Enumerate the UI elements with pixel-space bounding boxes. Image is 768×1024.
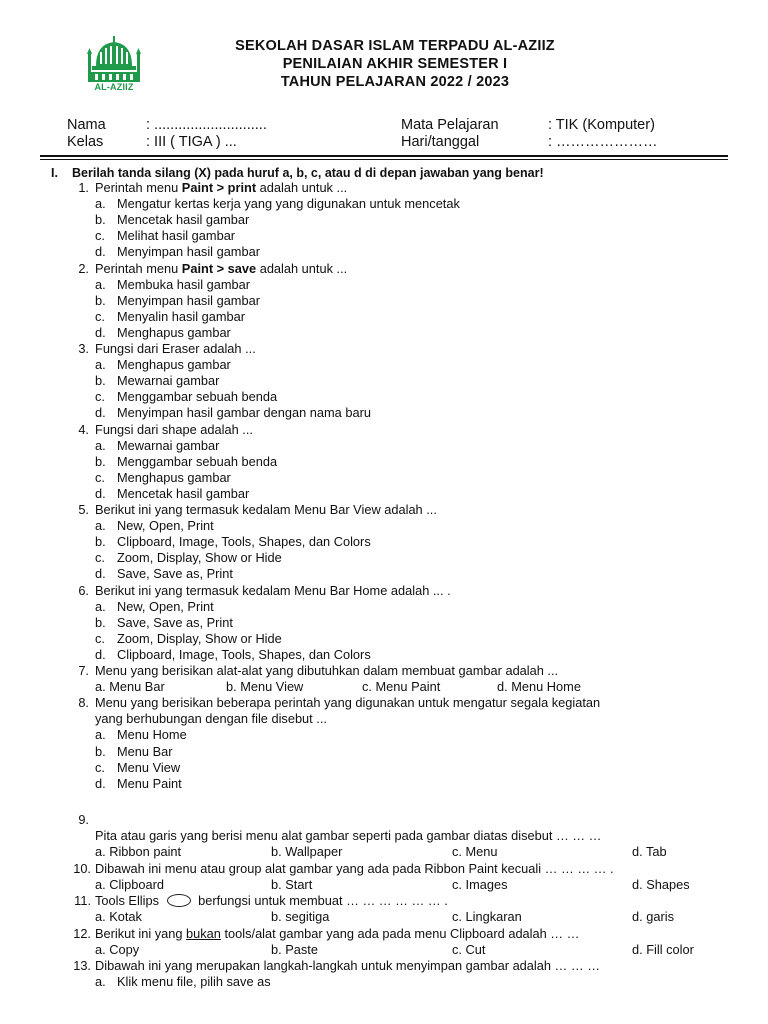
option-letter: c.: [95, 759, 105, 775]
question-text-continued: Pita atau garis yang berisi menu alat gambar seperti pada gambar diatas disebut … … …: [95, 827, 602, 843]
option-inline: a. Menu Bar: [95, 679, 165, 695]
question-text: Perintah menu Paint > print adalah untuk ...: [95, 180, 348, 195]
option-text: Menyalin hasil gambar: [117, 308, 246, 324]
option-text: New, Open, Print: [117, 598, 214, 614]
student-info: [0, 117, 768, 157]
option-text: Mewarnai gambar: [117, 373, 220, 389]
option-text: Clipboard, Image, Tools, Shapes, dan Colors: [117, 534, 371, 550]
option-inline: c. Menu: [452, 844, 498, 859]
header-divider-top: [40, 155, 728, 157]
question-number: 12.: [73, 925, 91, 941]
question-text: Berikut ini yang termasuk kedalam Menu Bar View adalah ...: [95, 502, 437, 517]
option-inline: a. Clipboard: [95, 877, 165, 893]
option-inline: c. Menu Paint: [362, 679, 441, 695]
option-inline: c. Lingkaran: [452, 909, 522, 925]
option-text: Save, Save as, Print: [117, 566, 233, 582]
logo-label: AL-AZIIZ: [94, 82, 134, 92]
menu-command: Paint > print: [181, 180, 257, 195]
question-number: 8.: [78, 695, 89, 711]
menu-command: Paint > save: [181, 260, 257, 276]
option-letter: c.: [95, 308, 105, 324]
option-text: Menyimpan hasil gambar dengan nama baru: [117, 405, 371, 421]
option-letter: d.: [95, 775, 106, 791]
question-text-continued: yang berhubungan dengan file disebut ...: [95, 711, 327, 727]
option-letter: a.: [95, 196, 106, 212]
option-text: Menyimpan hasil gambar: [117, 244, 260, 260]
option-letter: b.: [95, 743, 106, 759]
option-text: New, Open, Print: [117, 518, 214, 534]
option-inline: a. Ribbon paint: [95, 844, 182, 859]
question-text: Dibawah ini menu atau group alat gambar yang ada pada Ribbon Paint kecuali … … … … .: [95, 861, 614, 877]
question-number: 5.: [78, 502, 89, 517]
option-letter: d.: [95, 405, 106, 421]
option-letter: c.: [95, 550, 105, 566]
question-number: 11.: [74, 893, 91, 909]
option-text: Mewarnai gambar: [117, 437, 220, 453]
question-text: Menu yang berisikan beberapa perintah yang digunakan untuk mengatur segala kegiatan: [95, 695, 601, 711]
option-text: Membuka hasil gambar: [117, 276, 251, 292]
option-letter: b.: [95, 534, 106, 550]
mapel-label: Mata Pelajaran: [401, 117, 499, 133]
option-letter: c.: [95, 630, 105, 646]
question-number: 13.: [73, 957, 91, 973]
option-letter: a.: [95, 437, 106, 453]
option-letter: b.: [95, 212, 106, 228]
option-letter: a.: [95, 598, 106, 614]
question-text: Tools Ellips berfungsi untuk membuat … … … … … … .: [95, 893, 448, 909]
option-text: Menu View: [117, 759, 181, 775]
option-letter: d.: [95, 244, 106, 260]
option-letter: b.: [95, 373, 106, 389]
ellipse-tool-icon: [167, 894, 191, 907]
academic-year: TAHUN PELAJARAN 2022 / 2023: [280, 74, 510, 90]
option-inline: c. Cut: [452, 941, 486, 957]
option-inline: b. Start: [271, 877, 313, 893]
nama-value[interactable]: : ............................: [146, 117, 267, 133]
emphasis-word: bukan: [186, 925, 221, 941]
option-text: Menu Paint: [117, 775, 182, 791]
option-inline: d. Fill color: [632, 941, 694, 957]
question-number: 10.: [73, 861, 91, 877]
question-number: 1.: [78, 180, 89, 195]
question-text: Menu yang berisikan alat-alat yang dibutuhkan dalam membuat gambar adalah ...: [95, 663, 559, 678]
option-text: Save, Save as, Print: [117, 614, 233, 630]
school-name: SEKOLAH DASAR ISLAM TERPADU AL-AZIIZ: [235, 38, 555, 54]
option-letter: a.: [95, 973, 106, 989]
nama-label: Nama: [67, 117, 106, 133]
option-text: Mencetak hasil gambar: [117, 212, 250, 228]
hari-label: Hari/tanggal: [401, 134, 480, 150]
option-inline: a. Kotak: [95, 909, 142, 925]
option-inline: d. garis: [632, 909, 674, 925]
question-text: Berikut ini yang termasuk kedalam Menu Bar Home adalah ... .: [95, 582, 451, 598]
option-text: Zoom, Display, Show or Hide: [117, 550, 282, 566]
option-inline: b. Menu View: [226, 679, 304, 695]
option-letter: c.: [95, 469, 105, 485]
mapel-value: : TIK (Komputer): [548, 117, 655, 133]
option-inline: b. Paste: [271, 941, 318, 957]
option-letter: d.: [95, 566, 106, 582]
option-text: Menghapus gambar: [117, 469, 231, 485]
option-inline: b. segitiga: [271, 909, 330, 925]
question-text: Perintah menu Paint > save adalah untuk ...: [95, 260, 348, 276]
question-number: 7.: [78, 663, 89, 678]
option-letter: a.: [95, 357, 106, 373]
option-text: Menggambar sebuah benda: [117, 453, 278, 469]
option-letter: a.: [95, 276, 106, 292]
kelas-value[interactable]: : III ( TIGA ) ...: [146, 134, 237, 150]
option-text: Mencetak hasil gambar: [117, 485, 250, 501]
question-number: 4.: [78, 421, 89, 437]
option-text: Menyimpan hasil gambar: [117, 292, 260, 308]
option-letter: c.: [95, 228, 105, 244]
option-inline: d. Menu Home: [497, 679, 581, 695]
option-inline: a. Copy: [95, 941, 140, 957]
option-text: Menu Home: [117, 727, 187, 743]
option-text: Menggambar sebuah benda: [117, 389, 278, 405]
option-text: Menu Bar: [117, 743, 173, 759]
option-letter: b.: [95, 292, 106, 308]
hari-value[interactable]: : …………………: [548, 134, 658, 150]
option-text: Menghapus gambar: [117, 357, 231, 373]
section-text: Berilah tanda silang (X) pada huruf a, b, c, atau d di depan jawaban yang benar!: [72, 166, 544, 180]
section-number: I.: [51, 166, 58, 180]
option-text: Mengatur kertas kerja yang yang digunakan untuk mencetak: [117, 196, 460, 212]
question-text: Dibawah ini yang merupakan langkah-langkah untuk menyimpan gambar adalah … … …: [95, 957, 601, 973]
option-text: Menghapus gambar: [117, 324, 231, 340]
kelas-label: Kelas: [67, 134, 104, 150]
option-letter: d.: [95, 485, 106, 501]
option-text: Melihat hasil gambar: [117, 228, 236, 244]
question-text: Fungsi dari shape adalah ...: [95, 421, 253, 437]
option-inline: d. Tab: [632, 844, 667, 859]
option-letter: d.: [95, 646, 106, 662]
question-number: 3.: [78, 341, 89, 356]
question-number: 2.: [78, 260, 89, 276]
option-text: Klik menu file, pilih save as: [117, 973, 271, 989]
exam-title: PENILAIAN AKHIR SEMESTER I: [282, 56, 508, 72]
header-divider-bottom: [40, 159, 728, 160]
option-letter: c.: [95, 389, 105, 405]
question-number: 9.: [78, 811, 89, 827]
option-letter: b.: [95, 614, 106, 630]
question-text: Berikut ini yang bukan tools/alat gambar yang ada pada menu Clipboard adalah … …: [95, 925, 580, 941]
school-header: [0, 37, 768, 91]
option-letter: a.: [95, 518, 106, 534]
option-letter: d.: [95, 324, 106, 340]
option-text: Zoom, Display, Show or Hide: [117, 630, 282, 646]
question-text: Fungsi dari Eraser adalah ...: [95, 341, 256, 356]
option-letter: b.: [95, 453, 106, 469]
option-letter: a.: [95, 727, 106, 743]
option-inline: d. Shapes: [632, 877, 690, 893]
option-text: Clipboard, Image, Tools, Shapes, dan Colors: [117, 646, 371, 662]
question-number: 6.: [78, 582, 89, 598]
option-inline: c. Images: [452, 877, 508, 893]
option-inline: b. Wallpaper: [271, 844, 343, 859]
